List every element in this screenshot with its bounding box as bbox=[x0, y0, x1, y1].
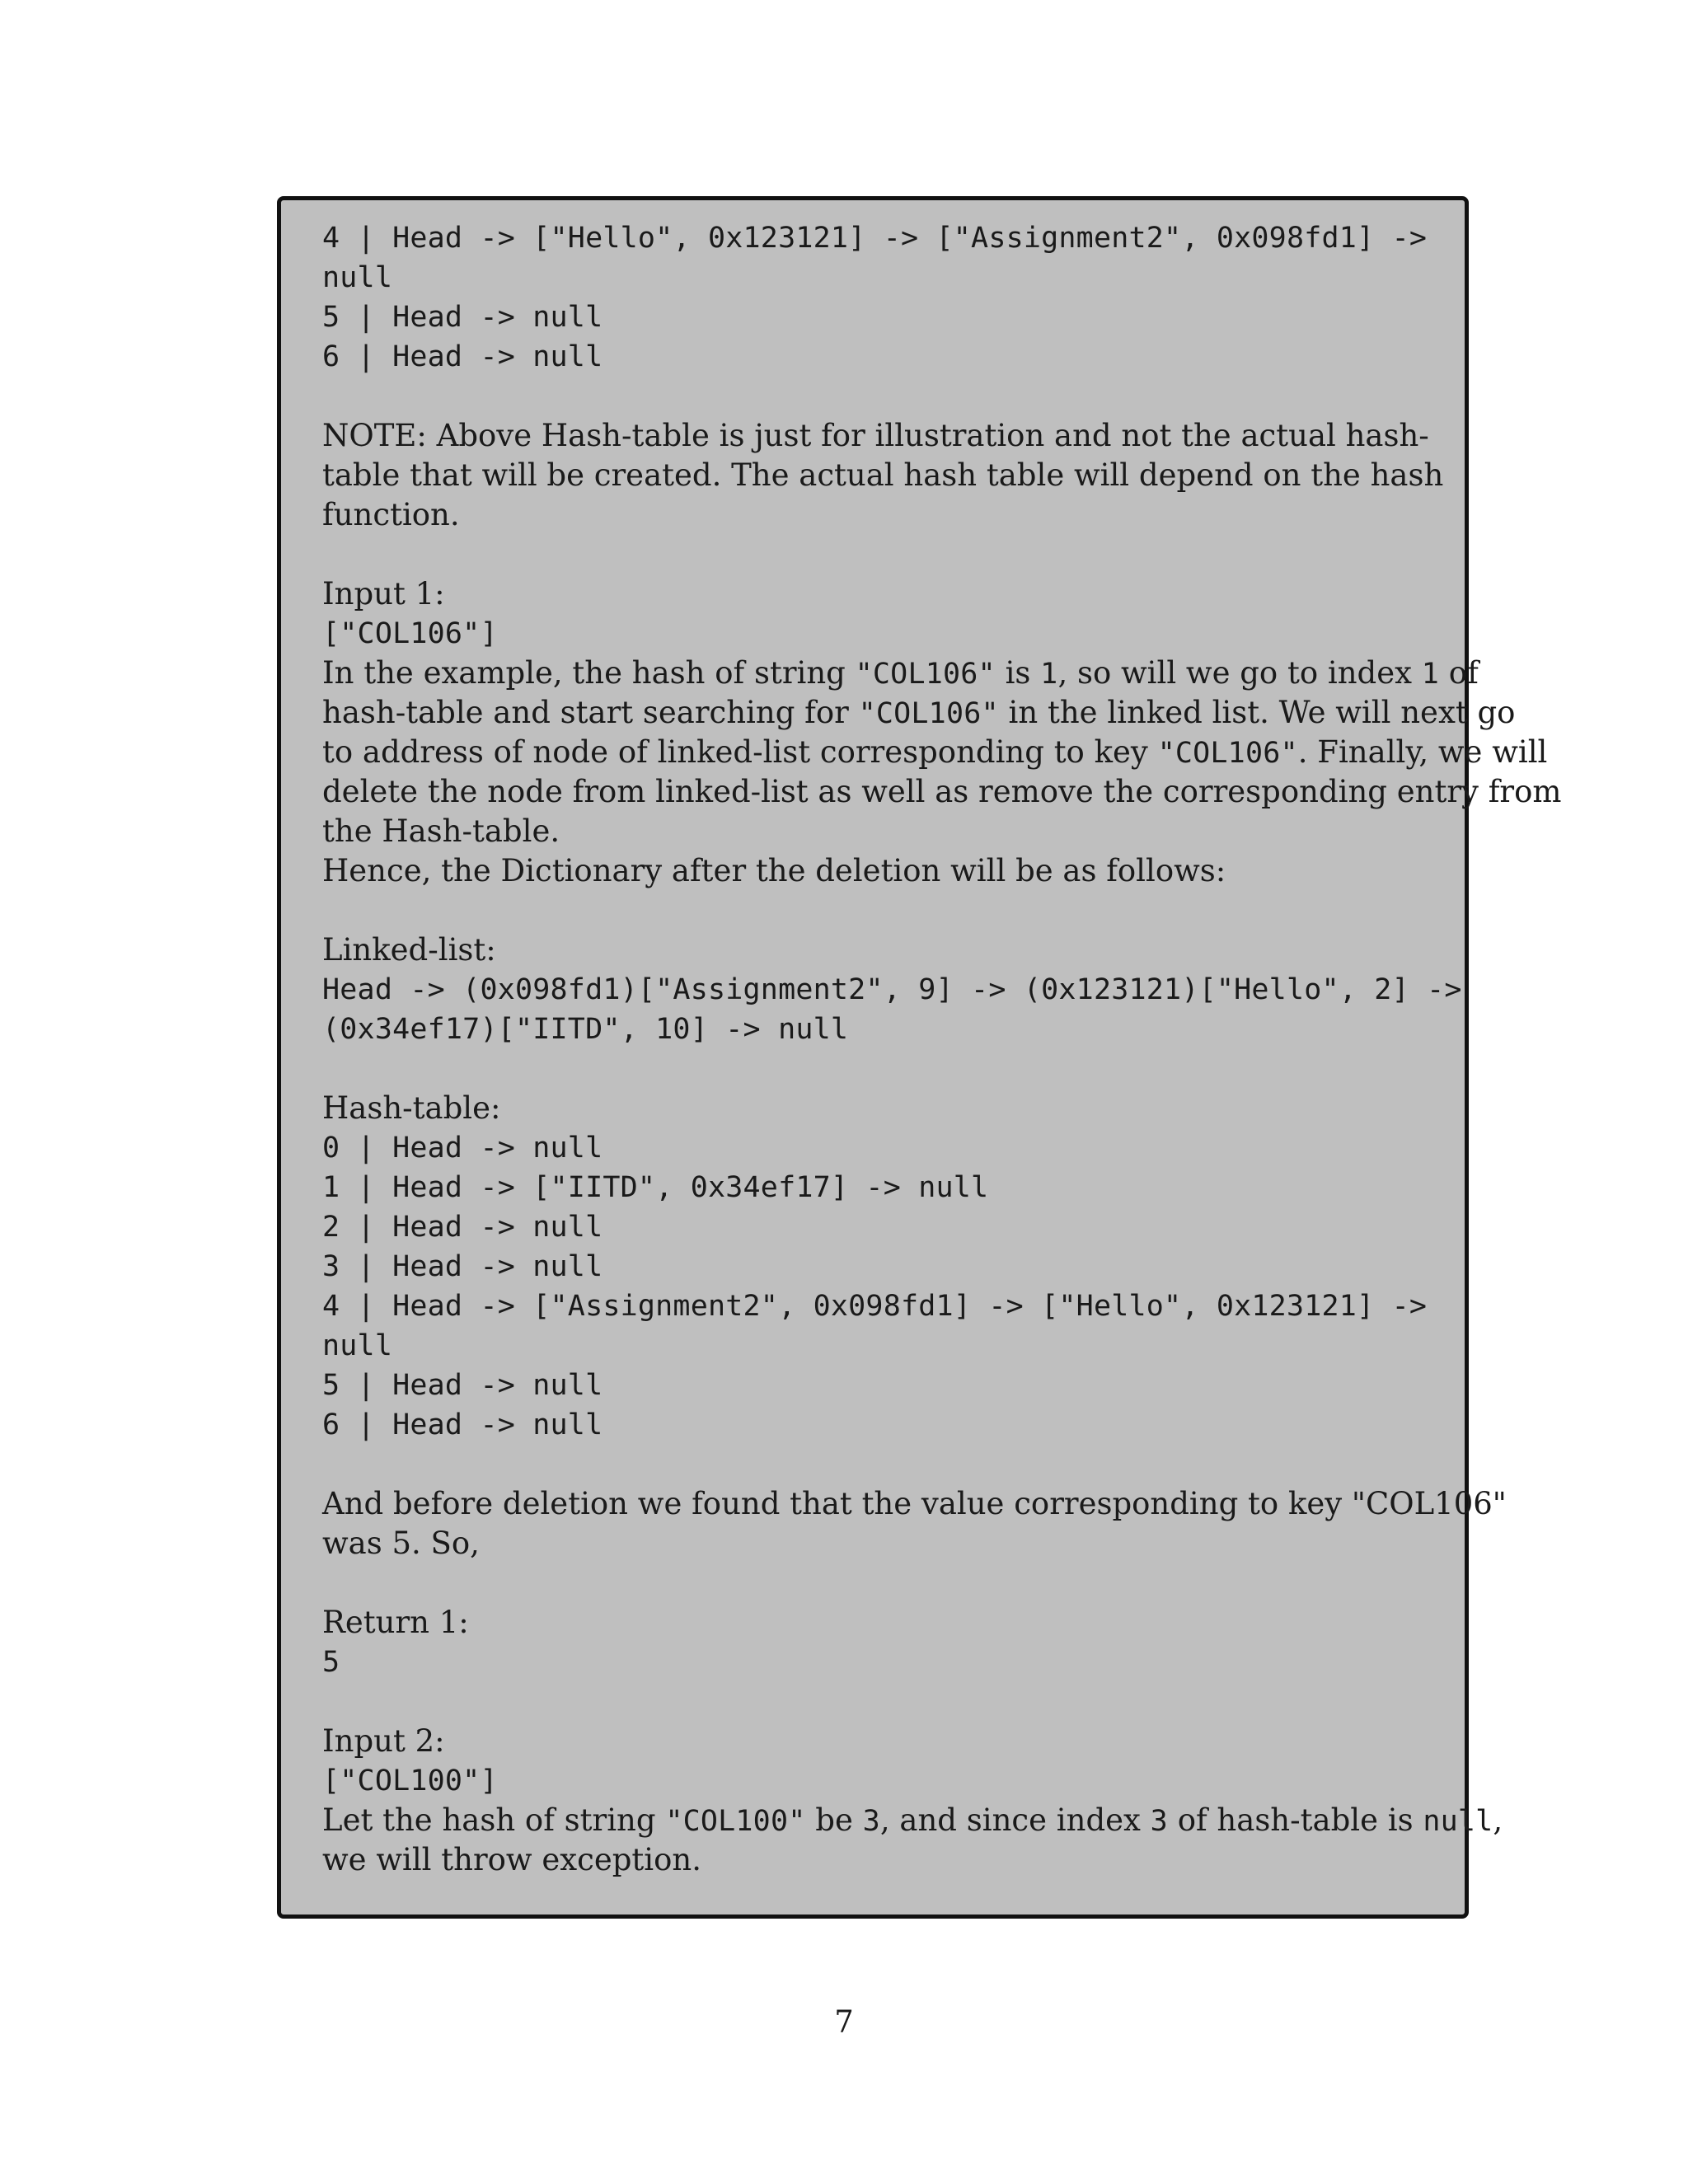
explanation1-line: In the example, the hash of string "COL106" is 1, so will we go to index 1 of bbox=[322, 655, 1479, 691]
input2-label: Input 2: bbox=[322, 1723, 445, 1759]
hash-table-line: 5 | Head -> null bbox=[322, 1369, 603, 1402]
hash-table-line: 1 | Head -> ["IITD", 0x34ef17] -> null bbox=[322, 1171, 989, 1204]
linked-list-line: Head -> (0x098fd1)["Assignment2", 9] -> (0x123121)["Hello", 2] -> bbox=[322, 973, 1462, 1006]
code-line: 6 | Head -> null bbox=[322, 340, 603, 373]
hash-table-line: 0 | Head -> null bbox=[322, 1132, 603, 1165]
return1-value: 5 bbox=[322, 1646, 340, 1679]
explanation1-line: delete the node from linked-list as well as remove the corresponding entry from bbox=[322, 774, 1562, 809]
input1-label: Input 1: bbox=[322, 576, 445, 612]
hash-table-line: 3 | Head -> null bbox=[322, 1250, 603, 1283]
hash-table-label: Hash-table: bbox=[322, 1090, 501, 1126]
spacer bbox=[322, 1445, 1423, 1484]
explanation1-line: the Hash-table. bbox=[322, 813, 560, 849]
before-deletion-line: And before deletion we found that the value corresponding to key "COL106" bbox=[322, 1486, 1507, 1521]
spacer bbox=[322, 1563, 1423, 1603]
code-line: null bbox=[322, 261, 393, 294]
hash-table-line: null bbox=[322, 1329, 393, 1362]
linked-list-line: (0x34ef17)["IITD", 10] -> null bbox=[322, 1013, 849, 1046]
example-box bbox=[277, 196, 1562, 1919]
hash-table-line: 2 | Head -> null bbox=[322, 1211, 603, 1244]
code-line: 5 | Head -> null bbox=[322, 301, 603, 334]
spacer bbox=[322, 377, 1423, 416]
before-deletion-line: was 5. So, bbox=[322, 1526, 480, 1561]
return1-label: Return 1: bbox=[322, 1605, 469, 1640]
spacer bbox=[322, 891, 1423, 930]
linked-list-label: Linked-list: bbox=[322, 932, 496, 968]
input2-value: ["COL100"] bbox=[322, 1765, 498, 1797]
explanation1-line: hash-table and start searching for "COL106" in the linked list. We will next go bbox=[322, 695, 1516, 730]
hash-table-line: 6 | Head -> null bbox=[322, 1408, 603, 1441]
explanation2-line: Let the hash of string "COL100" be 3, and since index 3 of hash-table is null, bbox=[322, 1802, 1503, 1838]
code-line: 4 | Head -> ["Hello", 0x123121] -> ["Assignment2", 0x098fd1] -> bbox=[322, 222, 1428, 255]
note-line: NOTE: Above Hash-table is just for illustration and not the actual hash- bbox=[322, 418, 1429, 453]
explanation1-line: Hence, the Dictionary after the deletion will be as follows: bbox=[322, 853, 1226, 888]
explanation2-line: we will throw exception. bbox=[322, 1842, 701, 1877]
page-number: 7 bbox=[834, 2004, 854, 2040]
note-line: table that will be created. The actual hash table will depend on the hash bbox=[322, 457, 1444, 493]
input1-value: ["COL106"] bbox=[322, 617, 498, 650]
note-line: function. bbox=[322, 497, 460, 532]
spacer bbox=[322, 1049, 1423, 1089]
spacer bbox=[322, 535, 1423, 574]
hash-table-line: 4 | Head -> ["Assignment2", 0x098fd1] -> ["Hello", 0x123121] -> bbox=[322, 1290, 1428, 1323]
spacer bbox=[322, 1682, 1423, 1722]
explanation1-line: to address of node of linked-list corresponding to key "COL106". Finally, we will bbox=[322, 734, 1548, 770]
